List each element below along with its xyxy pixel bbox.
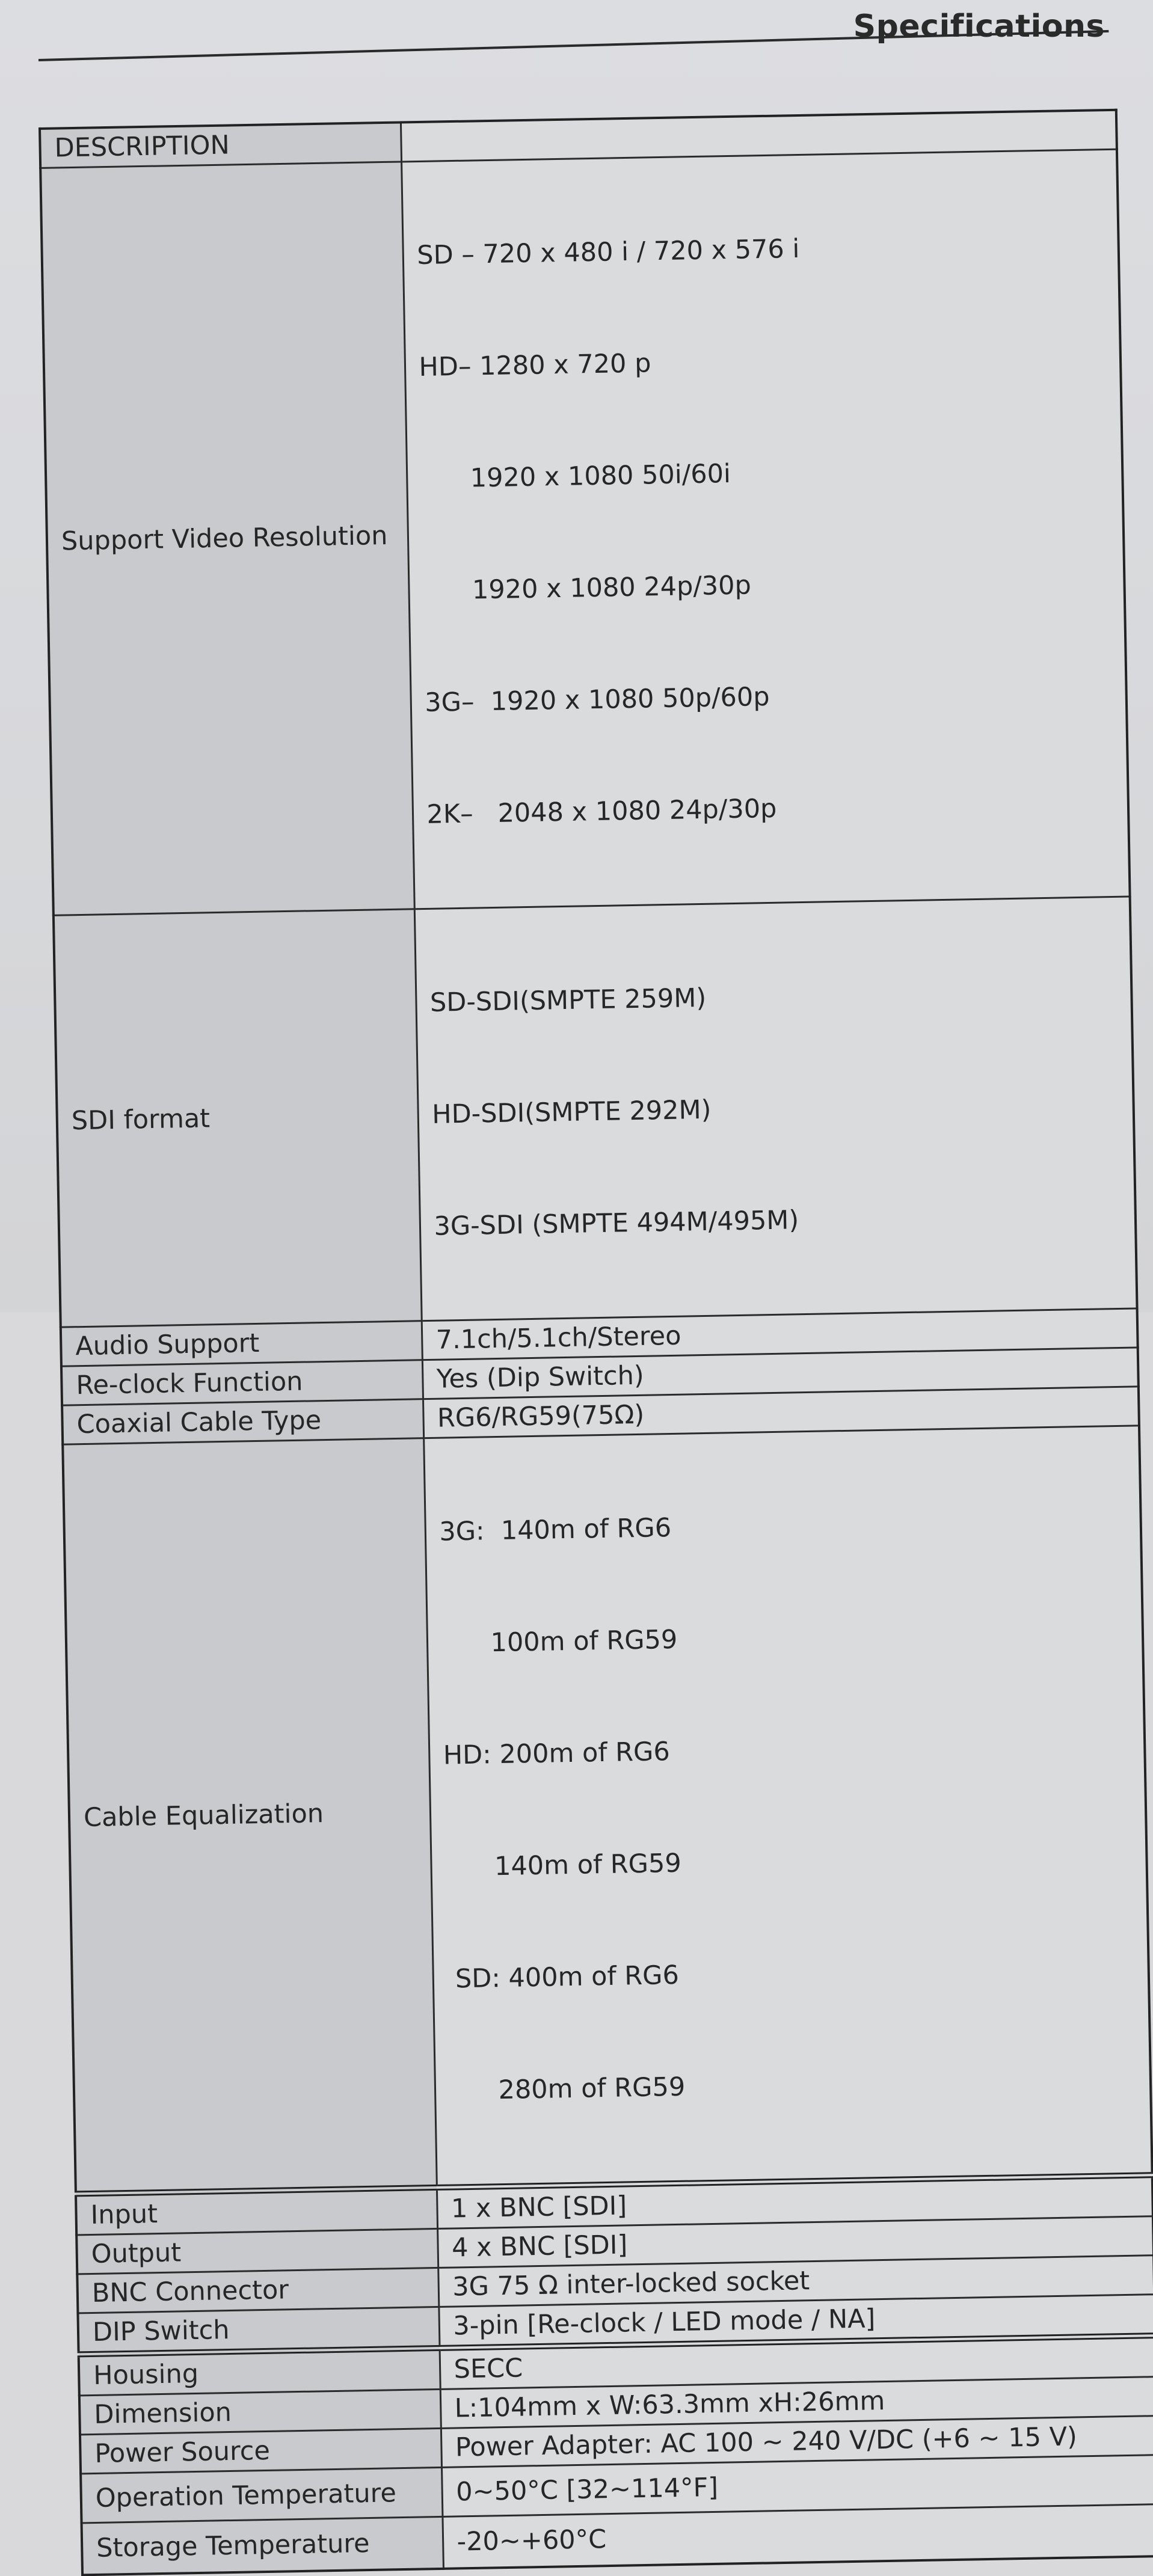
spec-row-sdi-format <box>54 897 1137 1327</box>
heading-rule <box>38 30 1108 61</box>
spec-table-wrapper <box>38 109 1153 2576</box>
spec-value-line: HD-SDI(SMPTE 292M) <box>431 1094 712 1130</box>
spec-label: Power Source <box>80 2428 441 2473</box>
spec-label: Audio Support <box>61 1321 422 1366</box>
spec-label: DIP Switch <box>78 2307 439 2354</box>
spec-value-line: 1920 x 1080 24p/30p <box>422 570 752 606</box>
spec-value: L:104mm x W:63.3mm xH:26mm <box>440 2377 1153 2429</box>
spec-value-line: 3G-SDI (SMPTE 494M/495M) <box>434 1205 799 1242</box>
spec-value: SECC <box>440 2335 1153 2389</box>
spec-value-line: 3G: 140m of RG6 <box>438 1512 672 1547</box>
spec-value <box>414 897 1137 1321</box>
spec-value-line: HD– 1280 x 720 p <box>419 348 651 383</box>
spec-value: 4 x BNC [SDI] <box>437 2216 1153 2268</box>
spec-label: Support Video Resolution <box>40 162 414 915</box>
spec-label: BNC Connector <box>77 2268 438 2313</box>
spec-label: Operation Temperature <box>81 2467 442 2522</box>
spec-value-line: 280m of RG59 <box>449 2072 686 2106</box>
spec-label: Input <box>76 2188 437 2235</box>
spec-label: Re-clock Function <box>61 1360 423 1405</box>
spec-value: 0~50°C [32~114°F] <box>441 2455 1153 2517</box>
spec-label: Cable Equalization <box>63 1438 437 2194</box>
spec-label: Storage Temperature <box>82 2516 443 2574</box>
spec-value <box>401 149 1130 909</box>
spec-value-line: 1920 x 1080 50i/60i <box>420 459 731 494</box>
spec-value: 1 x BNC [SDI] <box>437 2175 1153 2228</box>
spec-value-line: 2K– 2048 x 1080 24p/30p <box>426 793 777 830</box>
spec-label: Housing <box>79 2348 440 2396</box>
description-header: DESCRIPTION <box>40 122 401 168</box>
spec-value: 3G 75 Ω inter-locked socket <box>438 2256 1153 2307</box>
spec-value <box>423 1426 1152 2188</box>
spec-row-cable-equalization <box>63 1426 1152 2194</box>
spec-value-line: 140m of RG59 <box>444 1848 682 1883</box>
spec-value: 3-pin [Re-clock / LED mode / NA] <box>438 2295 1153 2348</box>
spec-label: Coaxial Cable Type <box>62 1399 423 1444</box>
spec-value: -20~+60°C <box>442 2504 1153 2569</box>
spec-value-line: HD: 200m of RG6 <box>443 1737 671 1771</box>
spec-table <box>38 109 1153 2576</box>
spec-value-line: 100m of RG59 <box>441 1624 678 1659</box>
spec-value-line: 3G– 1920 x 1080 50p/60p <box>424 681 770 718</box>
spec-value: 7.1ch/5.1ch/Stereo <box>422 1308 1138 1360</box>
spec-label: SDI format <box>54 909 422 1327</box>
spec-value: RG6/RG59(75Ω) <box>423 1387 1139 1438</box>
spec-row-video-resolution <box>40 149 1130 915</box>
spec-value: Yes (Dip Switch) <box>422 1348 1139 1399</box>
spec-value-line: SD: 400m of RG6 <box>446 1960 680 1995</box>
spec-value: Power Adapter: AC 100 ~ 240 V/DC (+6 ~ 15 V) <box>441 2416 1153 2468</box>
spec-label: Dimension <box>79 2389 441 2434</box>
spec-value-line: SD – 720 x 480 i / 720 x 576 i <box>416 233 800 271</box>
spec-value-line: SD-SDI(SMPTE 259M) <box>429 983 707 1018</box>
page-heading: Specifications <box>853 8 1105 44</box>
spec-label: Output <box>76 2228 438 2274</box>
